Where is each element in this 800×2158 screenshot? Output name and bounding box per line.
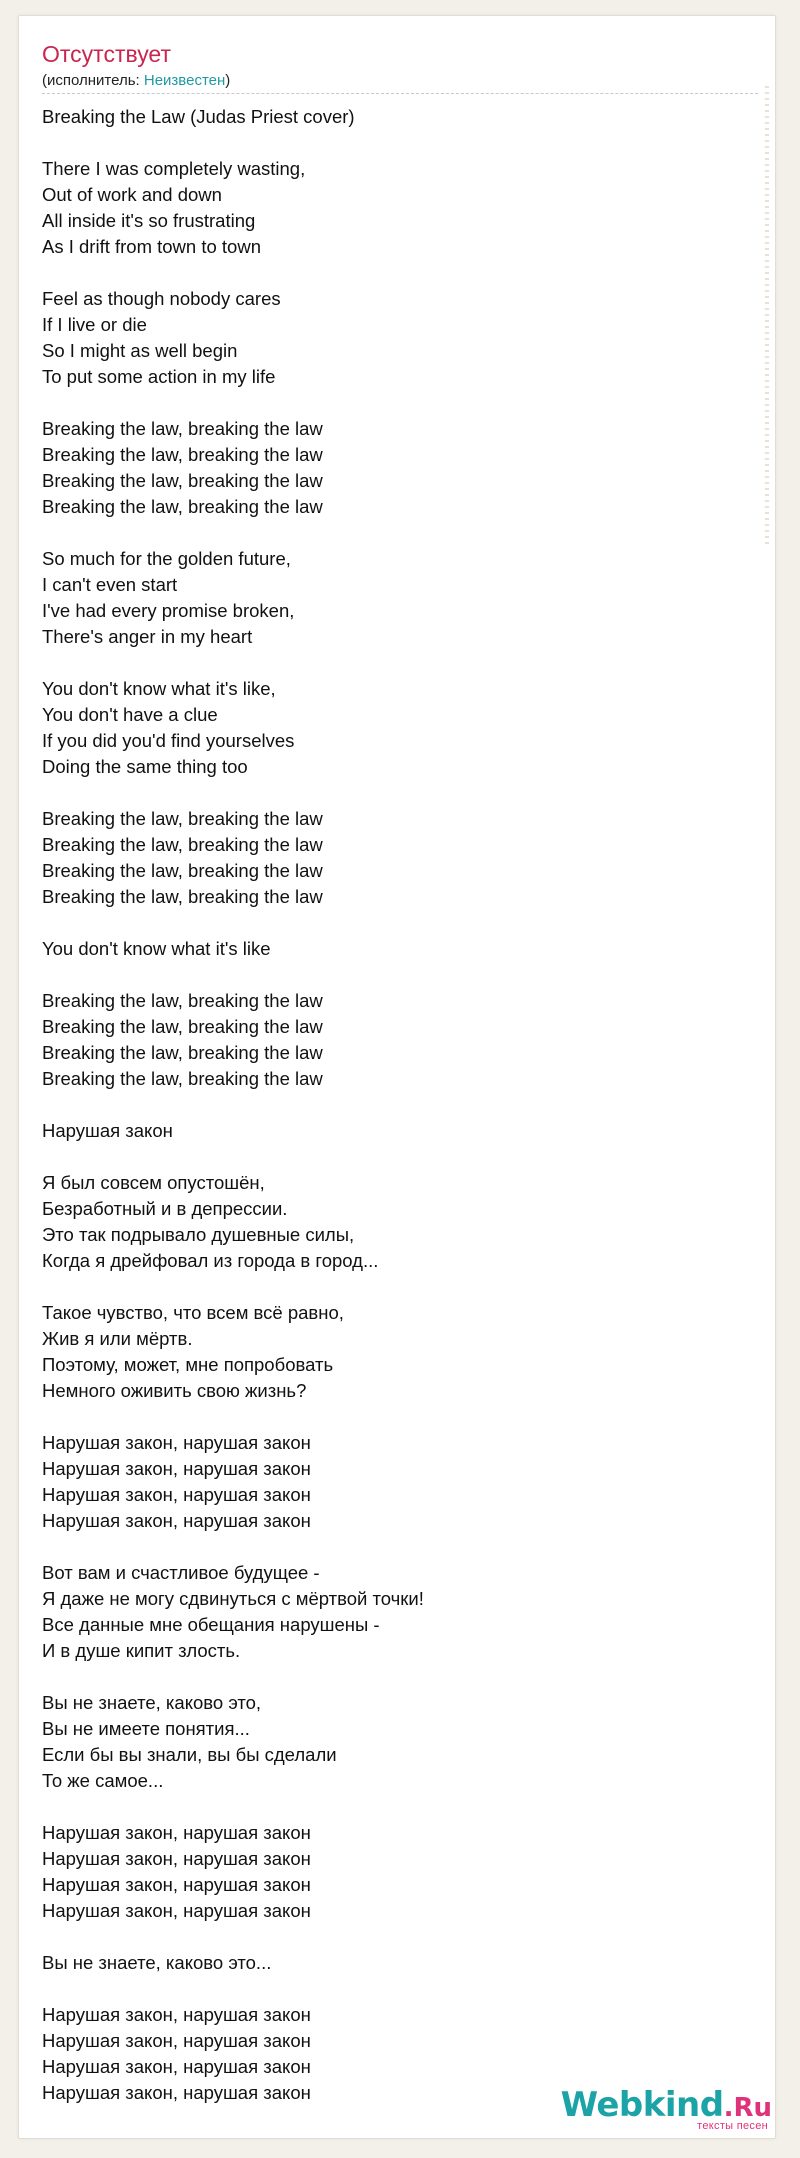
webkind-watermark[interactable] (560, 2085, 772, 2132)
lyrics-text: Breaking the Law (Judas Priest cover) There I was completely wasting, Out of work and down All inside it's so frustrating As I drift from town to town Feel as though nobody cares If I live or die So I might as well begin To put some action in my life Breaking the law, breaking the law Breaking the law, breaking the law Breaking the law, breaking the law Breaking the law, breaking the law So much for the golden future, I can't even start I've had every promise broken, There's anger in my heart You don't know what it's like, You don't have a clue If you did you'd find yourselves Doing the same thing too Breaking the law, breaking the law Breaking the law, breaking the law Breaking the law, breaking the law Breaking the law, breaking the law You don't know what it's like Breaking the law, breaking the law Breaking the law, breaking the law Breaking the law, breaking the law Breaking the law, breaking the law Нарушая закон Я был совсем опустошён, Безработный и в депрессии. Это так подрывало душевные силы, Когда я дрейфовал из города в город... Такое чувство, что всем всё равно, Жив я или мёртв. Поэтому, может, мне попробовать Немного оживить свою жизнь? Нарушая закон, нарушая закон Нарушая закон, нарушая закон Нарушая закон, нарушая закон Нарушая закон, нарушая закон Вот вам и счастливое будущее - Я даже не могу сдвинуться с мёртвой точки! Все данные мне обещания нарушены - И в душе кипит злость. Вы не знаете, каково это, Вы не имеете понятия... Если бы вы знали, вы бы сделали То же самое... Нарушая закон, нарушая закон Нарушая закон, нарушая закон Нарушая закон, нарушая закон Нарушая закон, нарушая закон Вы не знаете, каково это... Нарушая закон, нарушая закон Нарушая закон, нарушая закон Нарушая закон, нарушая закон Нарушая закон, нарушая закон (42, 106, 424, 2103)
watermark-tagline: тексты песен (697, 2120, 768, 2132)
title-divider (42, 93, 758, 94)
song-title: Отсутствует (42, 41, 171, 67)
artist-prefix: (исполнитель: (42, 72, 144, 89)
watermark-brand: Webkind (560, 2085, 724, 2125)
watermark-domain: .Ru (723, 2093, 772, 2123)
card-edge-decoration (765, 86, 769, 546)
artist-suffix: ) (225, 72, 231, 89)
artist-link[interactable]: Неизвестен (143, 72, 226, 89)
artist-line (42, 72, 230, 90)
